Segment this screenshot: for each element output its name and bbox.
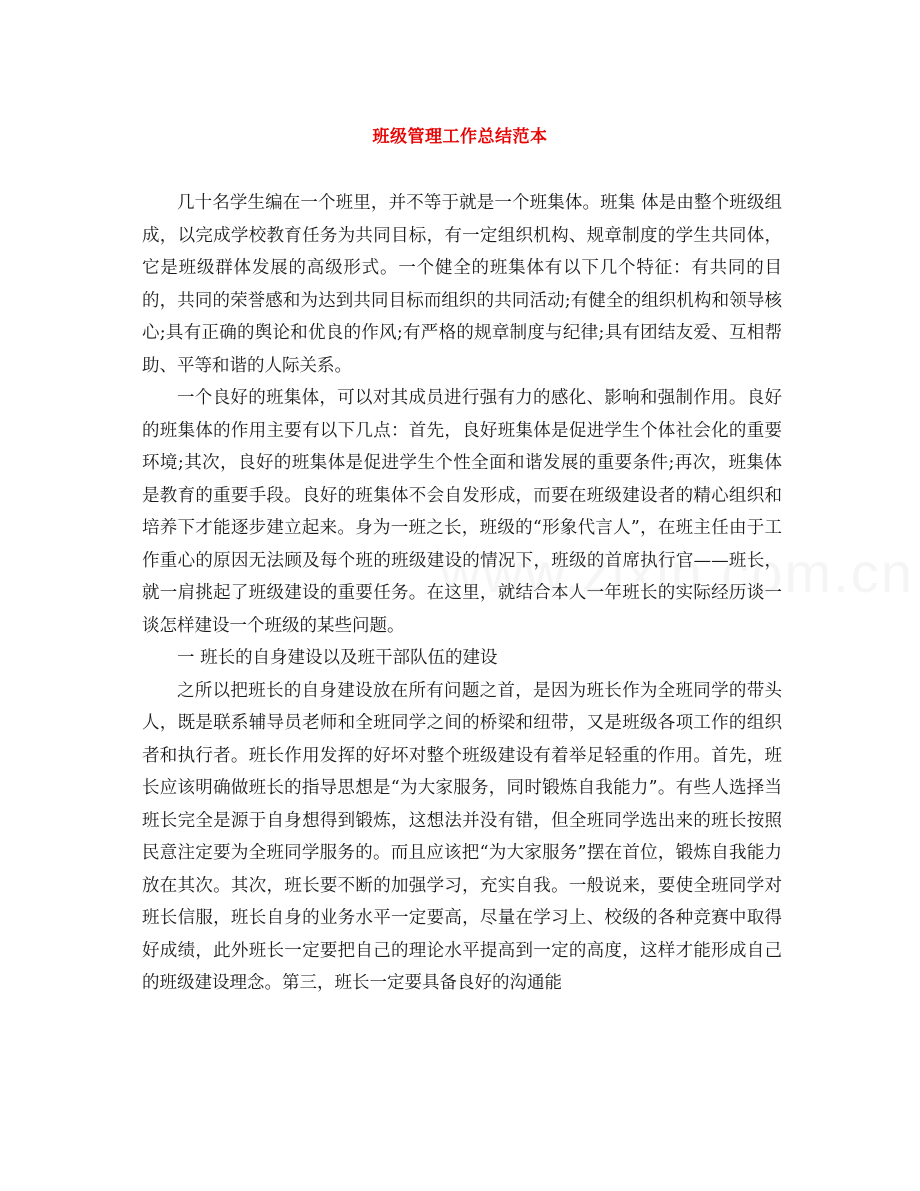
section-heading: 一 班长的自身建设以及班干部队伍的建设 xyxy=(177,648,498,668)
paragraph-intro: 几十名学生编在一个班里，并不等于就是一个班集体。班集 体是由整个班级组成，以完成学校教育任务为共同目标，有一定组织机构、规章制度的学生共同体，它是班级群体发展的高级形式。一个健全的班集体有以下几个特征：有共同的目的，共同的荣誉感和为达到共同目标而组织的共同活动;有健全的组织机构和领导核心;具有正确的舆论和优良的作风;有严格的规章制度与纪律;具有团结友爱、互相帮助、平等和谐的人际关系。 xyxy=(142,193,782,376)
paragraph-good-class: 一个良好的班集体，可以对其成员进行强有力的感化、影响和强制作用。良好的班集体的作用主要有以下几点：首先，良好班集体是促进学生个体社会化的重要环境;其次，良好的班集体是促进学生个性全面和谐发展的重要条件;再次，班集体是教育的重要手段。良好的班集体不会自发形成，而要在班级建设者的精心组织和培养下才能逐步建立起来。身为一班之长，班级的“形象代言人”，在班主任由于工作重心的原因无法顾及每个班的班级建设的情况下，班级的首席执行官——班长，就一肩挑起了班级建设的重要任务。在这里，就结合本人一年班长的实际经历谈一谈怎样建设一个班级的某些问题。 xyxy=(142,388,782,636)
document-body xyxy=(142,187,782,1000)
document-title: 班级管理工作总结范本 xyxy=(372,127,548,147)
paragraph-monitor-self-building: 之所以把班长的自身建设放在所有问题之首，是因为班长作为全班同学的带头人，既是联系辅导员老师和全班同学之间的桥梁和纽带，又是班级各项工作的组织者和执行者。班长作用发挥的好坏对整个班级建设有着举足轻重的作用。首先，班长应该明确做班长的指导思想是“为大家服务，同时锻炼自我能力”。有些人选择当班长完全是源于自身想得到锻炼，这想法并没有错，但全班同学选出来的班长按照民意注定要为全班同学服务的。而且应该把“为大家服务”摆在首位，锻炼自我能力放在其次。其次，班长要不断的加强学习，充实自我。一般说来，要使全班同学对班长信服，班长自身的业务水平一定要高，尽量在学习上、校级的各种竞赛中取得好成绩，此外班长一定要把自己的理论水平提高到一定的高度，这样才能形成自己的班级建设理念。第三，班长一定要具备良好的沟通能 xyxy=(142,680,782,993)
